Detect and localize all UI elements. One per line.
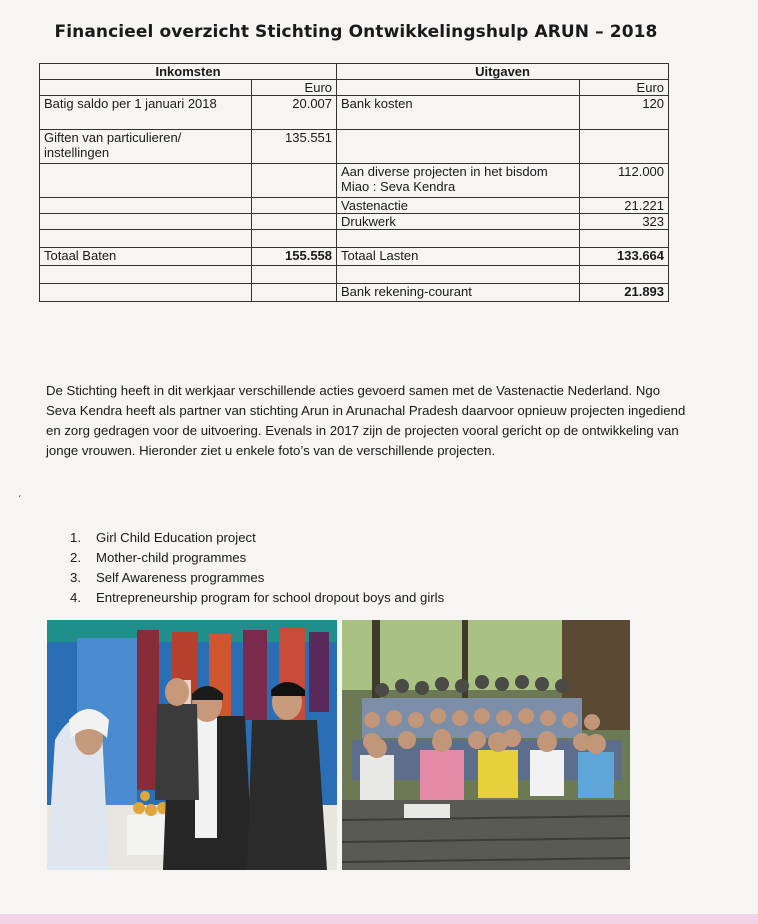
photo-stall-visit bbox=[47, 620, 337, 870]
table-row bbox=[40, 96, 669, 130]
list-number: 2. bbox=[70, 550, 81, 565]
expense-label bbox=[337, 130, 580, 164]
table-row bbox=[40, 214, 669, 230]
expense-label: Drukwerk bbox=[337, 214, 580, 230]
financial-table bbox=[39, 63, 669, 302]
income-label bbox=[40, 284, 252, 302]
income-value bbox=[252, 164, 337, 198]
list-item bbox=[70, 568, 444, 588]
list-label: Mother-child programmes bbox=[96, 550, 247, 565]
expense-value bbox=[580, 266, 669, 284]
empty-cell bbox=[40, 80, 252, 96]
description-paragraph: De Stichting heeft in dit werkjaar verschillende acties gevoerd samen met de Vastenactie Nederland. Ngo Seva Kendra heeft als partner van stichting Arun in Arunachal Pradesh daarvoor opnieuw projecten ingediend en zorg gedragen voor de uitvoering. Evenals in 2017 zijn de projecten vooral gericht op de ontwikkeling van jonge vrouwen. Hieronder ziet u enkele foto’s van de verschillende projecten. bbox=[46, 383, 686, 458]
expense-currency: Euro bbox=[580, 80, 669, 96]
list-label: Girl Child Education project bbox=[96, 530, 256, 545]
total-expense-value: 133.664 bbox=[580, 248, 669, 266]
expense-value bbox=[580, 230, 669, 248]
income-value bbox=[252, 230, 337, 248]
list-number: 1. bbox=[70, 530, 81, 545]
table-row bbox=[40, 198, 669, 214]
expense-value: 323 bbox=[580, 214, 669, 230]
balance-label: Bank rekening-courant bbox=[337, 284, 580, 302]
expense-label: Bank kosten bbox=[337, 96, 580, 130]
empty-cell bbox=[337, 80, 580, 96]
expense-value: 112.000 bbox=[580, 164, 669, 198]
income-label bbox=[40, 214, 252, 230]
list-item bbox=[70, 548, 444, 568]
income-currency: Euro bbox=[252, 80, 337, 96]
totals-row bbox=[40, 248, 669, 266]
expense-header: Uitgaven bbox=[337, 64, 669, 80]
income-value bbox=[252, 266, 337, 284]
balance-row bbox=[40, 284, 669, 302]
expense-value bbox=[580, 130, 669, 164]
total-income-value: 155.558 bbox=[252, 248, 337, 266]
income-value bbox=[252, 284, 337, 302]
currency-row bbox=[40, 80, 669, 96]
income-label bbox=[40, 164, 252, 198]
table-row bbox=[40, 230, 669, 248]
income-label: Giften van particulieren/ instellingen bbox=[40, 130, 252, 164]
total-income-label: Totaal Baten bbox=[40, 248, 252, 266]
list-label: Self Awareness programmes bbox=[96, 570, 265, 585]
table-row bbox=[40, 266, 669, 284]
expense-label: Aan diverse projecten in het bisdom Miao : Seva Kendra bbox=[337, 164, 580, 198]
expense-label bbox=[337, 266, 580, 284]
table-header-row bbox=[40, 64, 669, 80]
income-value bbox=[252, 198, 337, 214]
total-expense-label: Totaal Lasten bbox=[337, 248, 580, 266]
expense-label bbox=[337, 230, 580, 248]
project-list bbox=[70, 528, 444, 608]
list-item bbox=[70, 588, 444, 608]
income-label: Batig saldo per 1 januari 2018 bbox=[40, 96, 252, 130]
table-row bbox=[40, 130, 669, 164]
expense-value: 120 bbox=[580, 96, 669, 130]
income-label bbox=[40, 230, 252, 248]
page-title: Financieel overzicht Stichting Ontwikkelingshulp ARUN – 2018 bbox=[54, 22, 658, 42]
income-header: Inkomsten bbox=[40, 64, 337, 80]
income-label bbox=[40, 198, 252, 214]
page-bottom-strip bbox=[0, 914, 758, 924]
table-row bbox=[40, 164, 669, 198]
list-number: 4. bbox=[70, 590, 81, 605]
income-value: 20.007 bbox=[252, 96, 337, 130]
expense-label: Vastenactie bbox=[337, 198, 580, 214]
balance-value: 21.893 bbox=[580, 284, 669, 302]
income-label bbox=[40, 266, 252, 284]
income-value: 135.551 bbox=[252, 130, 337, 164]
list-item bbox=[70, 528, 444, 548]
list-label: Entrepreneurship program for school dropout boys and girls bbox=[96, 590, 445, 605]
expense-value: 21.221 bbox=[580, 198, 669, 214]
stray-mark: ˊ bbox=[18, 495, 22, 506]
list-number: 3. bbox=[70, 570, 81, 585]
photo-group-meeting bbox=[342, 620, 630, 870]
income-value bbox=[252, 214, 337, 230]
